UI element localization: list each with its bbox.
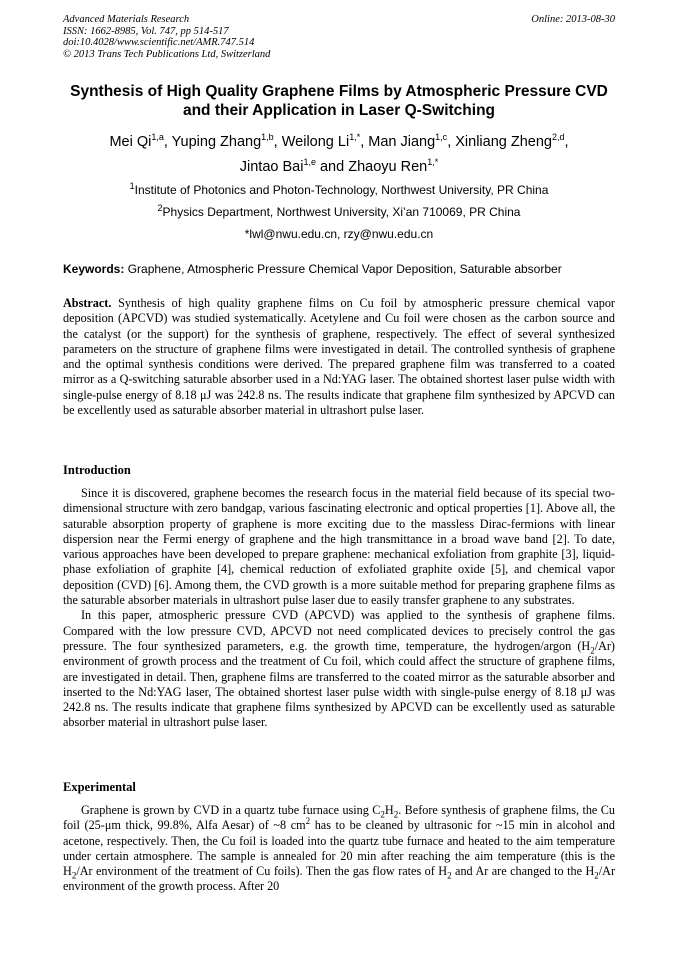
keywords-label: Keywords: [63, 262, 125, 276]
subscript: 2 [380, 809, 385, 820]
abstract-text: Synthesis of high quality graphene films on Cu foil by atmospheric pressure chemical vapor deposition (APCVD) was studied systematically. Acetylene and Cu foil were chosen as the carbon source and the catalyst (or the support) for the synthesis of graphene, respectively. The effect of several synthesized parameters on the structure of graphene films were investigated in detail. The controlled synthesis of graphene and the optimal synthesis conditions were derived. The prepared graphene film was transferred to a coated mirror as a Q-switching saturable absorber used in a Nd:YAG laser. The obtained shortest laser pulse width with single-pulse energy of 8.18 μJ was 242.8 ns. The results indicate that graphene film synthesized by APCVD can be excellently used as saturable absorber material in ultrashort pulse laser. [63, 296, 615, 418]
author-name: Yuping Zhang [171, 134, 262, 150]
affiliation-mark: 1 [129, 181, 135, 191]
author-affiliation-mark: 1,c [435, 132, 448, 143]
abstract-label: Abstract. [63, 296, 112, 310]
author-separator: , [273, 134, 282, 150]
section-heading-experimental: Experimental [63, 780, 136, 794]
author-affiliation-mark: 2,d [552, 132, 565, 143]
affiliation-text: Institute of Photonics and Photon-Technology, Northwest University, PR China [134, 183, 549, 197]
doi: doi:10.4028/www.scientific.net/AMR.747.514 [63, 37, 255, 49]
author-affiliation-mark: 1,b [261, 132, 274, 143]
abstract [63, 296, 615, 418]
text-run: . Before synthesis of graphene films, the Cu foil (25-μm thick, 99.8%, Alfa Aesar) of ~8 cm [63, 803, 615, 833]
affiliation-text: Physics Department, Northwest University, Xi’an 710069, PR China [162, 205, 521, 219]
experimental-body [63, 803, 615, 895]
author-affiliation-mark: 1,a [151, 132, 164, 143]
superscript: 2 [305, 816, 311, 827]
issn: ISSN: 1662-8985, Vol. 747, pp 514-517 [63, 25, 229, 37]
introduction-body [63, 486, 615, 731]
text-run: In this paper, atmospheric pressure CVD (APCVD) was applied to the synthesis of graphene films. Compared with the low pressure CVD, APCVD not need complicated devices to precisely control the gas pressure. The four synthesized parameters, e.g. the growth time, temperature, the hydrogen/argon (H [63, 608, 615, 653]
author-name: Weilong Li [281, 134, 350, 150]
author-name: Man Jiang [368, 134, 436, 150]
paper-title [40, 82, 638, 120]
affiliation-1 [40, 183, 638, 197]
author-name: Xinliang Zheng [455, 134, 552, 150]
author-separator: , [163, 134, 172, 150]
author-name: Mei Qi [109, 134, 152, 150]
author-affiliation-mark: 1,* [349, 132, 361, 143]
online-date: Online: 2013-08-30 [531, 14, 615, 25]
text-run: /Ar environment of the treatment of Cu foils). Then the gas flow rates of H [76, 864, 448, 879]
author-separator: , [360, 134, 369, 150]
author-affiliation-mark: 1,* [427, 157, 439, 168]
copyright: © 2013 Trans Tech Publications Ltd, Switzerland [63, 48, 271, 60]
text-run: /Ar environment of the growth process. After 20 [63, 864, 616, 894]
intro-paragraph-2 [63, 608, 615, 730]
keywords [63, 262, 623, 276]
intro-paragraph-1: Since it is discovered, graphene becomes the research focus in the material field because of its special two-dimensional structure with zero bandgap, various fascinating electronic and optical properties [1]. Above all, the saturable absorption property of graphene is more exciting due to the massless Dirac-fermions with linear dispersion near the Fermi energy of graphene and the high transmittance in a broad wave band [2]. To date, various approaches have been developed to prepare graphene: mechanical exfoliation from graphite [3], liquid-phase exfoliation of graphite [4], chemical reduction of exfoliated graphite oxide [5], and chemical vapor deposition (CVD) [6]. Among them, the CVD growth is a more suitable method for preparing graphene films as the saturable absorber materials in ultrashort pulse laser due to easily transfer graphene to any substrates. [63, 486, 615, 608]
text-run: Graphene is grown by CVD in a quartz tube furnace using C [81, 803, 381, 817]
subscript: 2 [594, 870, 599, 881]
keywords-text: Graphene, Atmospheric Pressure Chemical Vapor Deposition, Saturable absorber [124, 262, 562, 276]
author-separator: and [315, 159, 349, 175]
affiliation-2 [40, 205, 638, 219]
author-list [40, 130, 638, 180]
author-name: Zhaoyu Ren [348, 159, 428, 175]
subscript: 2 [590, 645, 595, 656]
section-heading-introduction: Introduction [63, 463, 131, 477]
text-run: has to be cleaned by ultrasonic for ~15 min in alcohol and acetone, respectively. Then, the Cu foil is loaded into the quartz tube furnace and heated to the aim temperature under certain atmosphere. The sample is annealed for 20 min after reaching the aim temperature (this is the H [63, 818, 615, 879]
subscript: 2 [393, 809, 399, 820]
text-run: /Ar) environment of growth process and the treatment of Cu foil, which could affect the structure of graphene films, are investigated in detail. Then, graphene films are transferred to the coated mirror as the saturable absorber and inserted to the Nd:YAG laser, The obtained shortest laser pulse width with single-pulse energy of 8.18 μJ was 242.8 ns. The results indicate that graphene films synthesized by APCVD can be excellently used as saturable absorber material in ultrashort pulse laser. [63, 638, 615, 730]
author-affiliation-mark: 1,e [303, 157, 316, 168]
text-run: H [384, 803, 394, 817]
subscript: 2 [71, 870, 77, 881]
affiliation-mark: 2 [157, 203, 163, 213]
text-run: and Ar are changed to the H [451, 864, 595, 879]
author-separator: , [564, 134, 569, 150]
title-line-1: Synthesis of High Quality Graphene Films by Atmospheric Pressure CVD [70, 83, 608, 100]
experimental-paragraph-1 [63, 803, 615, 895]
journal-name: Advanced Materials Research [63, 14, 190, 25]
author-name: Jintao Bai [239, 159, 304, 175]
title-line-2: and their Application in Laser Q-Switching [182, 102, 496, 119]
subscript: 2 [447, 870, 452, 881]
contact-email: *lwl@nwu.edu.cn, rzy@nwu.edu.cn [244, 227, 434, 241]
author-separator: , [447, 134, 456, 150]
journal-header [63, 14, 615, 60]
